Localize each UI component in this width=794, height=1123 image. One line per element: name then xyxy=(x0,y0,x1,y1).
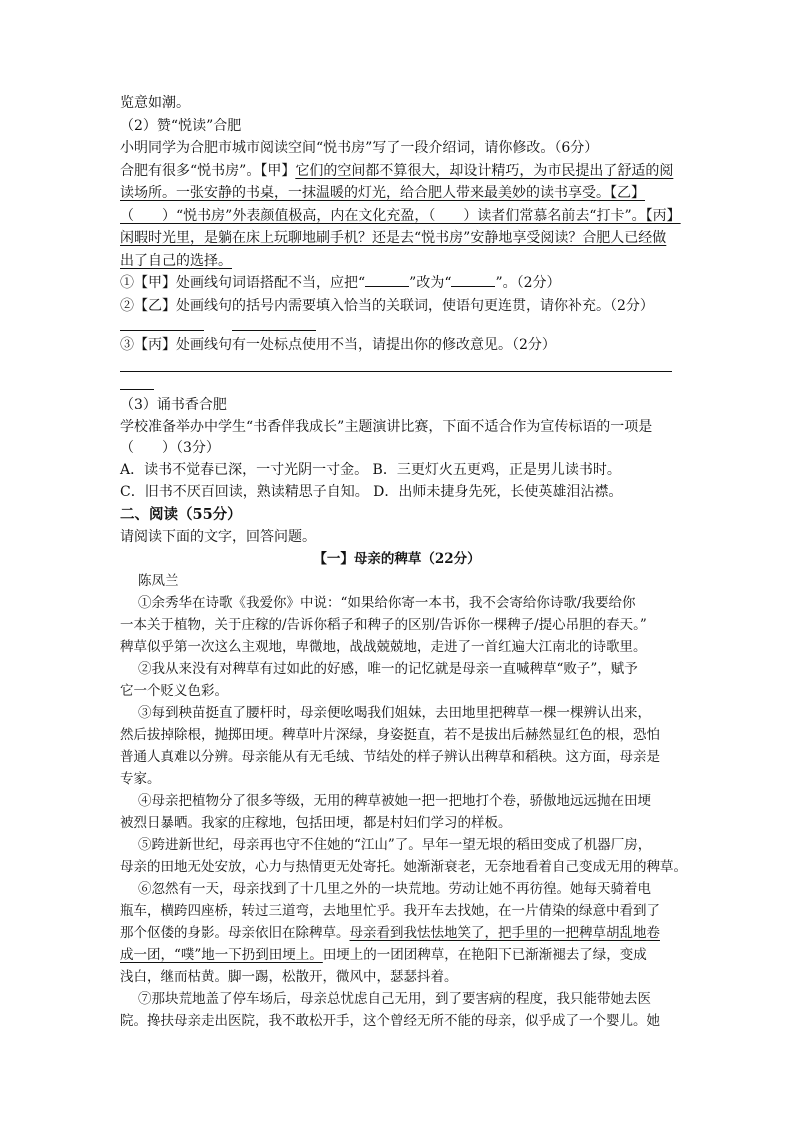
paragraph-line: ①余秀华在诗歌《我爱你》中说：“如果给你寄一本书，我不会寄给你诗歌/我要给你 xyxy=(138,595,636,611)
paragraph-line: 稗草似乎第一次这么主观地，卑微地，战战兢兢地，走进了一首红遍大江南北的诗歌里。 xyxy=(120,639,647,655)
underlined-sentence-end: 成一团，“噗”地一下扔到田埂上。 xyxy=(120,947,323,963)
answer-bracket: （ ）（3分） xyxy=(120,440,220,456)
underlined-sentence-jia: 它们的空间都不算很大，却设计精巧，为市民提出了舒适的阅 xyxy=(295,163,674,179)
text-segment: ”。（2分） xyxy=(495,275,561,291)
paragraph-line: 被烈日暴晒。我家的庄稼地，包括田埂，都是村妇们学习的样板。 xyxy=(120,815,512,831)
paragraph-line: 然后拔掉除根，抛掷田埂。稗草叶片深绿，身姿挺直，若不是拔出后赫然显红色的根，恐怕 xyxy=(120,727,660,743)
text-line xyxy=(120,161,673,181)
instruction: 请阅读下面的文字，回答问题。 xyxy=(120,529,316,545)
paragraph-line: ⑦那块荒地盖了停车场后，母亲总忧虑自己无用，到了要害病的程度，我只能带她去医 xyxy=(138,991,651,1007)
paragraph-line: 普通人真难以分辨。母亲能从有无毛绒、节结处的样子辨认出稗草和稻秧。这方面，母亲是 xyxy=(120,749,660,765)
option-row: A．读书不觉春已深，一寸光阴一寸金。 B．三更灯火五更鸡，正是男儿读书时。 xyxy=(120,462,621,478)
underlined-sentence: 母亲看到我怯怯地笑了，把手里的一把稗草胡乱地卷 xyxy=(349,925,660,941)
sub-question-2: ②【乙】处画线句的括号内需要填入恰当的关联词，使语句更连贯，请你补充。（2分） xyxy=(120,298,654,314)
question-prompt: 学校准备举办中学生“书香伴我成长”主题演讲比赛，下面不适合作为宣传标语的一项是 xyxy=(120,419,653,435)
paragraph-line: 瓶车，横跨四座桥，转过三道弯，去地里忙乎。我开车去找她，在一片倩染的绿意中看到了 xyxy=(120,903,660,919)
answer-line[interactable] xyxy=(120,389,154,390)
paragraph-line xyxy=(120,945,647,965)
underlined-sentence-yi: （ ）“悦书房”外表颜值极高，内在文化充盈，（ ）读者们常慕名前去“打卡”。【丙】 xyxy=(120,208,681,224)
paragraph-line: 母亲的田地无处安放，心力与热情更无处寄托。她渐渐衰老，无奈地看着自己变成无用的稗草。 xyxy=(120,859,687,875)
passage-author: 陈凤兰 xyxy=(138,573,179,589)
answer-line[interactable] xyxy=(232,330,316,331)
section-heading: （3）诵书香合肥 xyxy=(120,397,227,413)
text-segment: ”改为“ xyxy=(409,275,452,291)
paragraph-line: 浅白，继而枯黄。脚一踢，松散开，微风中，瑟瑟抖着。 xyxy=(120,969,458,985)
answer-line[interactable] xyxy=(120,330,204,331)
option-row: C．旧书不厌百回读，熟读精思子自知。 D．出师未捷身先死，长使英雄泪沾襟。 xyxy=(120,484,623,500)
passage-title: 【一】母亲的稗草（22分） xyxy=(313,551,481,567)
underlined-sentence-bing: 闲暇时光里，是躺在床上玩聊地刷手机？还是去“悦书房”安静地享受阅读？合肥人已经做 xyxy=(120,230,667,246)
text-segment: 田埂上的一团团稗草，在艳阳下已渐渐褪去了绿，变成 xyxy=(322,947,647,963)
paragraph-line: ④母亲把植物分了很多等级，无用的稗草被她一把一把地打个卷，骄傲地远远抛在田埂 xyxy=(138,793,651,809)
paragraph-line: ⑥忽然有一天，母亲找到了十几里之外的一块荒地。劳动让她不再彷徨。她每天骑着电 xyxy=(138,881,651,897)
paragraph-line: 专家。 xyxy=(120,771,161,787)
paragraph-line: ②我从来没有对稗草有过如此的好感，唯一的记忆就是母亲一直喊稗草“败子”，赋予 xyxy=(138,661,638,677)
paragraph-line: ③每到秧苗挺直了腰杆时，母亲便吆喝我们姐妹，去田地里把稗草一棵一棵辨认出来， xyxy=(138,705,651,721)
paragraph-line: 院。搀扶母亲走出医院，我不敢松开手，这个曾经无所不能的母亲，似乎成了一个婴儿。她 xyxy=(120,1013,660,1029)
answer-line[interactable] xyxy=(120,371,672,372)
paragraph-line: 一本关于植物，关于庄稼的/告诉你稻子和稗子的区别/告诉你一棵稗子/提心吊胆的春天。” xyxy=(120,617,647,633)
paragraph-line: 它一个贬义色彩。 xyxy=(120,683,228,699)
answer-blank[interactable] xyxy=(365,274,409,287)
paragraph-line xyxy=(120,923,660,943)
text-segment: 一张安静的书桌，一抹温暖的灯光，给合肥人带来最美妙的读书享受。【乙】 xyxy=(176,185,645,201)
part-heading: 二、阅读（55分） xyxy=(120,506,242,523)
text-segment: ①【甲】处画线句词语搭配不当，应把“ xyxy=(120,275,366,291)
section-heading: （2）赞“悦读”合肥 xyxy=(120,118,242,134)
underlined-sentence-jia-end: 读场所。 xyxy=(120,185,176,201)
paragraph-line: ⑤跨进新世纪，母亲再也守不住她的“江山”了。早年一望无垠的稻田变成了机器厂房， xyxy=(138,837,652,853)
text-line xyxy=(120,183,645,203)
underlined-sentence-bing-end: 出了自己的选择。 xyxy=(120,253,232,269)
sub-question-1 xyxy=(120,273,561,293)
text-segment: 合肥有很多“悦书房”。【甲】 xyxy=(120,163,296,179)
text-line: 览意如潮。 xyxy=(120,95,190,111)
question-prompt: 小明同学为合肥市城市阅读空间“悦书房”写了一段介绍词，请你修改。（6分） xyxy=(120,140,599,156)
text-segment: 那个伛偻的身影。母亲依旧在除稗草。 xyxy=(120,925,350,941)
sub-question-3: ③【丙】处画线句有一处标点使用不当，请提出你的修改意见。（2分） xyxy=(120,337,556,353)
answer-blank[interactable] xyxy=(451,274,495,287)
